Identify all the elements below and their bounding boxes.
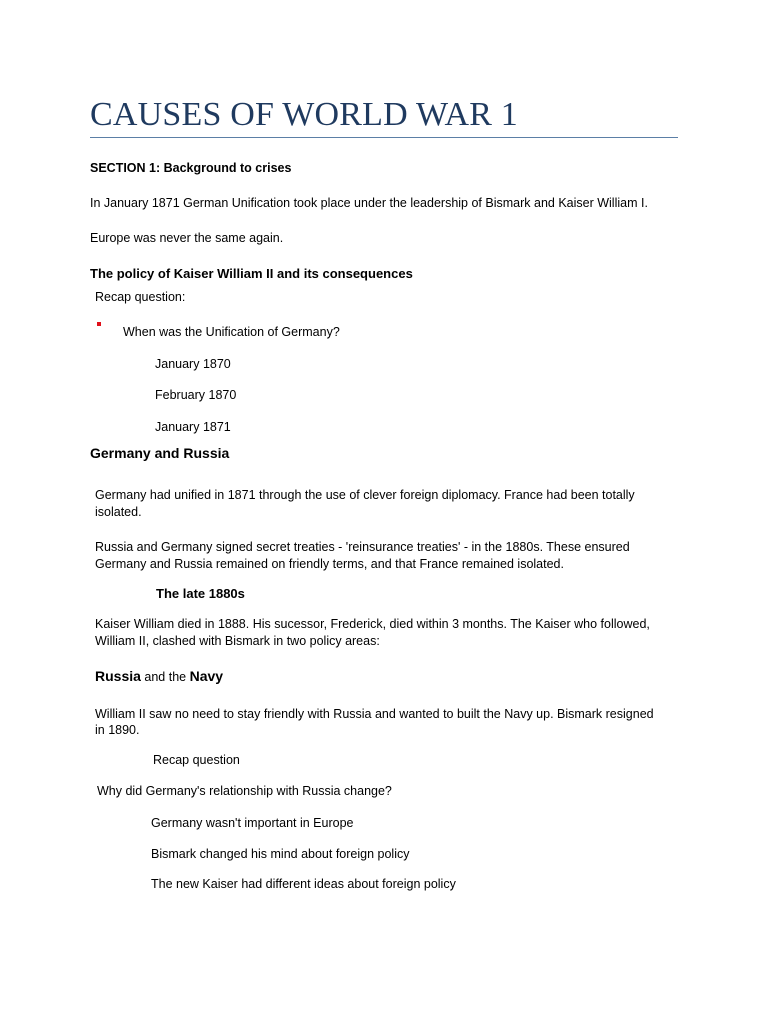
- russia-navy-heading: [95, 668, 223, 685]
- germany-russia-heading: Germany and Russia: [90, 445, 230, 461]
- page-title: CAUSES OF WORLD WAR 1: [90, 96, 519, 133]
- policy-heading: The policy of Kaiser William II and its consequences: [90, 266, 413, 281]
- russia-navy-recap-label: Recap question: [153, 753, 240, 767]
- late-1880s-p1-line2: William II, clashed with Bismark in two policy areas:: [95, 634, 380, 648]
- russia-navy-p1-line2: in 1890.: [95, 723, 140, 737]
- late-1880s-p1-line1: Kaiser William died in 1888. His sucessor, Frederick, died within 3 months. The Kaiser who followed,: [95, 617, 650, 631]
- germany-russia-p2-line1: Russia and Germany signed secret treaties - 'reinsurance treaties' - in the 1880s. These ensured: [95, 540, 630, 554]
- section1-paragraph-1: In January 1871 German Unification took place under the leadership of Bismark and Kaiser William I.: [90, 196, 648, 210]
- russia-navy-heading-russia: Russia: [95, 668, 141, 684]
- policy-recap-label: Recap question:: [95, 290, 186, 304]
- section1-paragraph-2: Europe was never the same again.: [90, 231, 284, 245]
- russia-navy-option-3: The new Kaiser had different ideas about foreign policy: [151, 877, 456, 891]
- germany-russia-p2-line2: Germany and Russia remained on friendly terms, and that France remained isolated.: [95, 557, 564, 571]
- germany-russia-p1-line2: isolated.: [95, 505, 142, 519]
- late-1880s-heading: The late 1880s: [156, 586, 245, 601]
- policy-question: When was the Unification of Germany?: [123, 325, 340, 339]
- policy-option-1: January 1870: [155, 357, 231, 371]
- russia-navy-p1-line1: William II saw no need to stay friendly with Russia and wanted to built the Navy up. Bismark resigned: [95, 707, 654, 721]
- section1-heading: SECTION 1: Background to crises: [90, 161, 292, 175]
- russia-navy-question: Why did Germany's relationship with Russia change?: [97, 784, 392, 798]
- policy-option-2: February 1870: [155, 388, 237, 402]
- title-underline: [90, 137, 678, 138]
- policy-option-3: January 1871: [155, 420, 231, 434]
- russia-navy-option-1: Germany wasn't important in Europe: [151, 816, 354, 830]
- russia-navy-option-2: Bismark changed his mind about foreign policy: [151, 847, 410, 861]
- bullet-icon: [97, 322, 101, 326]
- russia-navy-heading-and-the: and the: [140, 670, 190, 684]
- russia-navy-heading-navy: Navy: [189, 668, 224, 684]
- germany-russia-p1-line1: Germany had unified in 1871 through the use of clever foreign diplomacy. France had been totally: [95, 488, 635, 502]
